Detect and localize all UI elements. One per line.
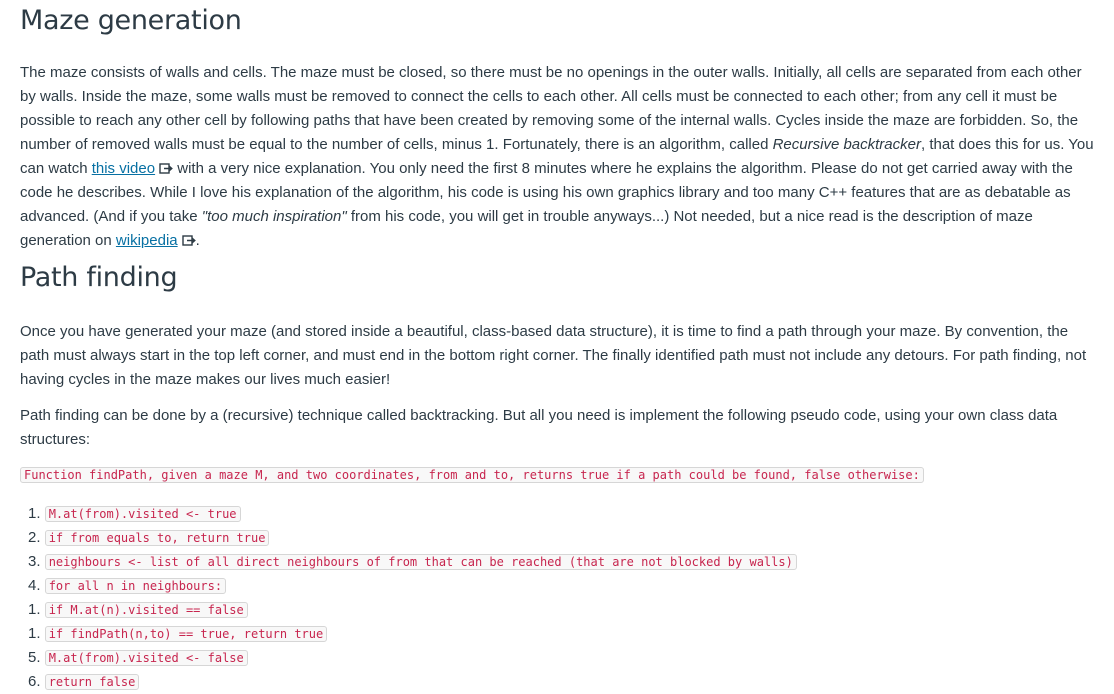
- path-finding-heading: Path finding: [20, 262, 178, 293]
- maze-text-b: , that does this for us. You can watch: [20, 136, 1094, 177]
- maze-paragraph: [20, 61, 1094, 253]
- function-signature: [20, 466, 1094, 490]
- step-number: 4.: [28, 577, 41, 594]
- list-item: [20, 622, 1094, 646]
- maze-generation-heading: Maze generation: [20, 5, 242, 36]
- pseudo-code-list: [20, 502, 1094, 694]
- maze-text-e: .: [195, 232, 200, 249]
- maze-text-c: with a very nice explanation. You only need the first 8 minutes where he explains the algorithm. Please do not get carried away with the code he describes. While I love his explanation of the algorithm, his code is using his own graphics library and too many C++ features that are as debatable as advanced. (And if you take: [20, 160, 1073, 225]
- step-number: 5.: [28, 649, 41, 666]
- video-link[interactable]: this video: [91, 160, 156, 177]
- function-signature-code: Function findPath, given a maze M, and two coordinates, from and to, returns true if a path could be found, false otherwise:: [20, 467, 924, 483]
- step-number: 6.: [28, 673, 41, 690]
- step-number: 1.: [28, 505, 41, 522]
- external-link-icon[interactable]: [182, 234, 196, 246]
- list-item: [20, 574, 1094, 598]
- step-code: M.at(from).visited <- true: [45, 506, 241, 522]
- step-code: if findPath(n,to) == true, return true: [45, 626, 328, 642]
- step-code: return false: [45, 674, 140, 690]
- step-number: 3.: [28, 553, 41, 570]
- step-number: 2.: [28, 529, 41, 546]
- list-item: [20, 502, 1094, 526]
- maze-text-d: from his code, you will get in trouble anyways...) Not needed, but a nice read is the description of maze generation on: [20, 208, 1033, 249]
- external-link-icon[interactable]: [159, 162, 173, 174]
- too-much-inspiration-em: "too much inspiration": [201, 208, 347, 225]
- list-item: [20, 598, 1094, 622]
- list-item: [20, 670, 1094, 694]
- list-item: [20, 526, 1094, 550]
- path-paragraph-2: Path finding can be done by a (recursive) technique called backtracking. But all you need is implement the following pseudo code, using your own class data structures:: [20, 407, 1058, 448]
- wikipedia-link[interactable]: wikipedia: [115, 232, 178, 249]
- list-item: [20, 646, 1094, 670]
- step-code: if M.at(n).visited == false: [45, 602, 248, 618]
- step-code: if from equals to, return true: [45, 530, 270, 546]
- step-number: 1.: [28, 625, 41, 642]
- step-code: for all n in neighbours:: [45, 578, 226, 594]
- maze-text-a: The maze consists of walls and cells. The maze must be closed, so there must be no openings in the outer walls. Initially, all cells are separated from each other by walls. Inside the maze, some walls must be removed to connect the cells to each other. All cells must be connected to each other; from any cell it must be possible to reach any other cell by following paths that have been created by removing some of the internal walls. Cycles inside the maze are forbidden. So, the number of removed walls must be equal to the number of cells, minus 1. Fortunately, there is an algorithm, called: [20, 64, 1082, 153]
- recursive-backtracker-em: Recursive backtracker: [772, 136, 921, 153]
- step-number: 1.: [28, 601, 41, 618]
- path-paragraph-1: Once you have generated your maze (and stored inside a beautiful, class-based data structure), it is time to find a path through your maze. By convention, the path must always start in the top left corner, and must end in the bottom right corner. The finally identified path must not include any detours. For path finding, not having cycles in the maze makes our lives much easier!: [20, 323, 1087, 388]
- list-item: [20, 550, 1094, 574]
- step-code: neighbours <- list of all direct neighbours of from that can be reached (that are not blocked by walls): [45, 554, 797, 570]
- step-code: M.at(from).visited <- false: [45, 650, 248, 666]
